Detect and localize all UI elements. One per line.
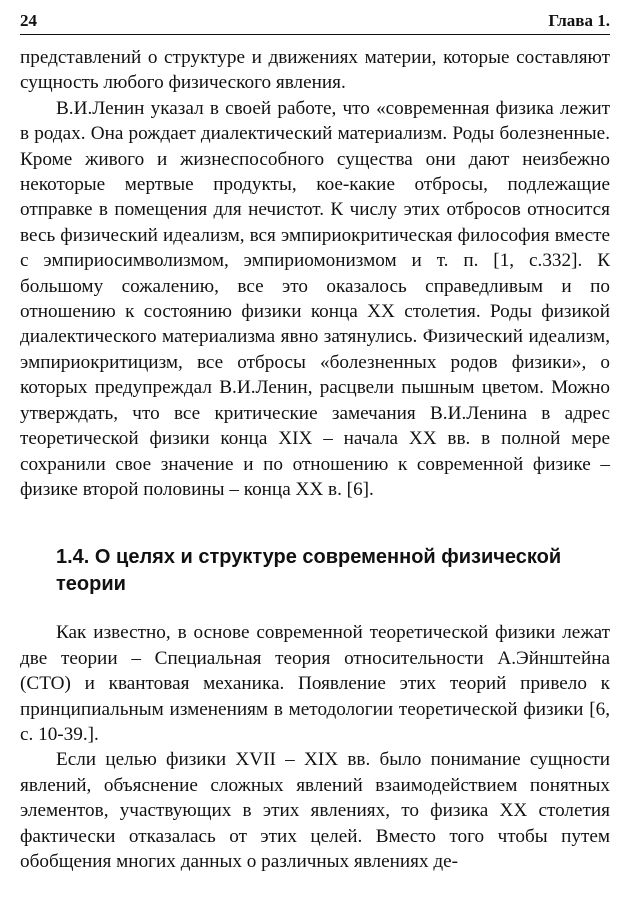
page-number: 24: [20, 11, 37, 30]
paragraph-continuation: представлений о структуре и движениях материи, которые составляют сущность любого физического явления.: [20, 47, 610, 94]
book-page: [20, 10, 610, 874]
paragraph-lenin-quote: В.И.Ленин указал в своей работе, что «современная физика лежит в родах. Она рождает диалектический материализм. Роды болезненные. Кроме живого и жизнеспособного существа они дают неизбежно некоторые мертвые продукты, кое-какие отбросы, подлежащие отправке в помещения для нечистот. К числу этих отбросов относится весь физический идеализм, вся эмпириокритическая философия вместе с эмпириосимволизмом, эмпириомонизмом и т. п. [1, с.332]. К большому сожалению, все это оказалось справедливым и по отношению к состоянию физики конца XX столетия. Роды физикой диалектического материализма явно затянулись. Физический идеализм, эмпириокритицизм, все отбросы «болезненных родов физики», о которых предупреждал В.И.Ленин, расцвели пышным цветом. Можно утверждать, что все критические замечания В.И.Ленина в адрес теоретической физики конца XIX – начала XX вв. в полной мере сохранили свое значение и по отношению к современной физике – физике второй половины – конца XX в. [6].: [20, 97, 610, 500]
running-header: [20, 10, 610, 35]
paragraph-section-goals: Если целью физики XVII – XIX вв. было понимание сущности явлений, объяснение сложных явлений взаимодействием понятных элементов, участвующих в этих явлениях, то физика XX столетия фактически отказалась от этих целей. Вместо того чтобы путем обобщения многих данных о различных явлениях де-: [20, 749, 610, 872]
section-heading: 1.4. О целях и структуре современной физической теории: [56, 546, 562, 596]
body-text: [20, 45, 610, 502]
section-body: [20, 620, 610, 874]
chapter-label: Глава 1.: [548, 11, 610, 30]
paragraph-section-intro: Как известно, в основе современной теоретической физики лежат две теории – Специальная теория относительности А.Эйнштейна (СТО) и квантовая механика. Появление этих теорий привело к принципиальным изменениям в методологии теоретической физики [6, с. 10-39.].: [20, 622, 610, 745]
